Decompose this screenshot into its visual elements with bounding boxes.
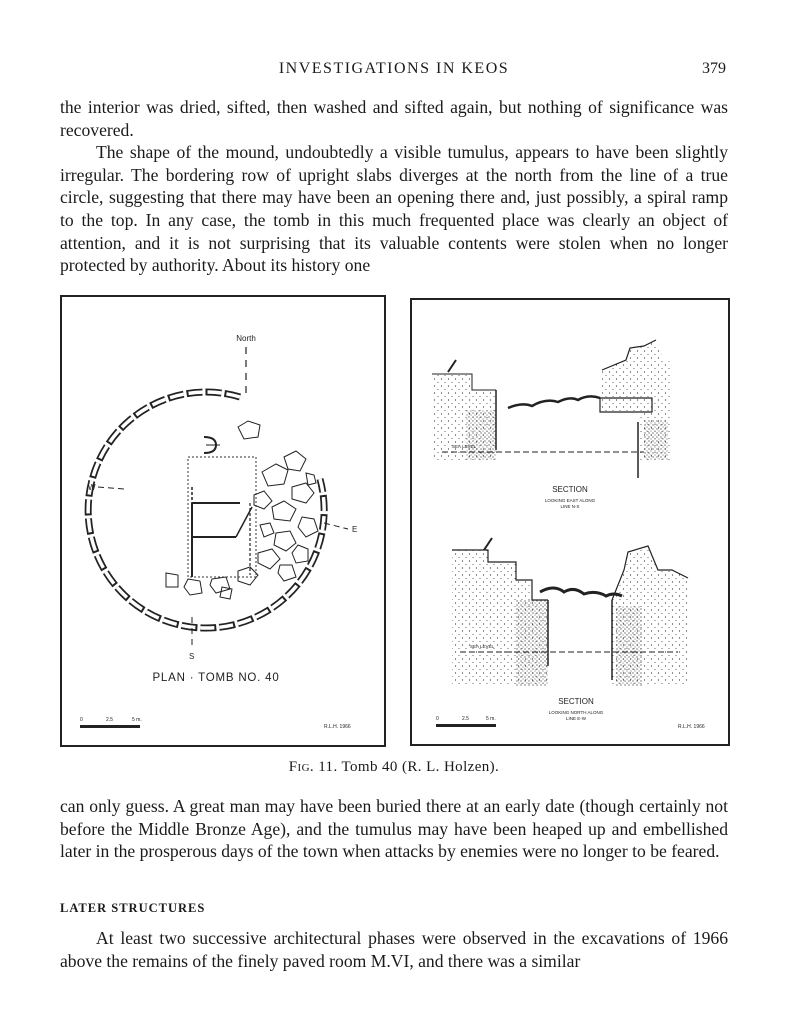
lower-section-subtitle-1: LOOKING NORTH ALONG [548,710,604,715]
south-label: S [189,652,195,661]
section-signature: R.L.H. 1966 [678,724,705,730]
section-heading: LATER STRUCTURES [60,901,206,915]
plan-title: PLAN · TOMB NO. 40 [152,672,280,684]
figure-caption-label: Fig. 11. [288,759,338,775]
tomb-plan-drawing [62,297,384,745]
svg-text:5 m.: 5 m. [486,716,496,722]
west-label: W [88,483,96,492]
upper-section-subtitle-1: LOOKING EAST ALONG [544,498,596,503]
paragraph-3: can only guess. A great man may have been buried there at an early date (though certainly not before the Middle Bronze Age), and the tumulus may have been heaped up and embellished later in the prosperous days of the town when attacks by enemies were no longer to be feared. [60,796,728,862]
lower-section [452,538,688,721]
paragraph-1: the interior was dried, sifted, then washed and sifted again, but nothing of significance was recovered. [60,97,728,140]
upper-section-title: SECTION [552,485,588,494]
lower-section-subtitle-2: LINE E-W [565,716,587,721]
paragraph-2: The shape of the mound, undoubtedly a visible tumulus, appears to have been slightly irregular. The bordering row of upright slabs diverges at the north from the line of a true circle, suggesting that there may have been an opening there and, just possibly, a spiral ramp to the top. In any case, the tomb in this much frequented place was clearly an object of attention, and it is not surprising that its valuable contents were stolen when no longer protected by authority. About its history one [60,142,728,276]
tomb-plan-figure [60,295,386,747]
tomb-section-drawing [412,300,728,744]
running-title: INVESTIGATIONS IN KEOS [278,60,510,77]
tomb-section-figure [410,298,730,746]
page-number: 379 [702,60,726,77]
plan-signature: R.L.H. 1966 [324,724,351,730]
figure-caption-text: Tomb 40 (R. L. Holzen). [341,759,500,775]
svg-text:0: 0 [436,716,439,722]
paragraph-4: At least two successive architectural phases were observed in the excavations of 1966 above the remains of the finely paved room M.VI, and there was a similar [60,928,728,971]
east-label: E [352,525,358,534]
svg-text:0: 0 [80,717,83,723]
plan-scale-bar [80,717,142,728]
bottom-text-block [60,795,728,863]
top-text-block [60,96,728,277]
upper-sea-level: SEA LEVEL [452,444,477,449]
lower-sea-level: SEA LEVEL [470,644,495,649]
svg-text:5 m.: 5 m. [132,717,142,723]
upper-section [432,340,672,509]
section-scale-bar [436,716,496,727]
running-head [60,60,728,82]
upper-section-subtitle-2: LINE N-S [560,504,580,509]
lower-section-title: SECTION [558,697,594,706]
figure-caption [60,759,728,776]
svg-text:2.5: 2.5 [462,716,469,722]
north-label: North [236,334,256,343]
svg-text:2.5: 2.5 [106,717,113,723]
final-text-block [60,927,728,972]
